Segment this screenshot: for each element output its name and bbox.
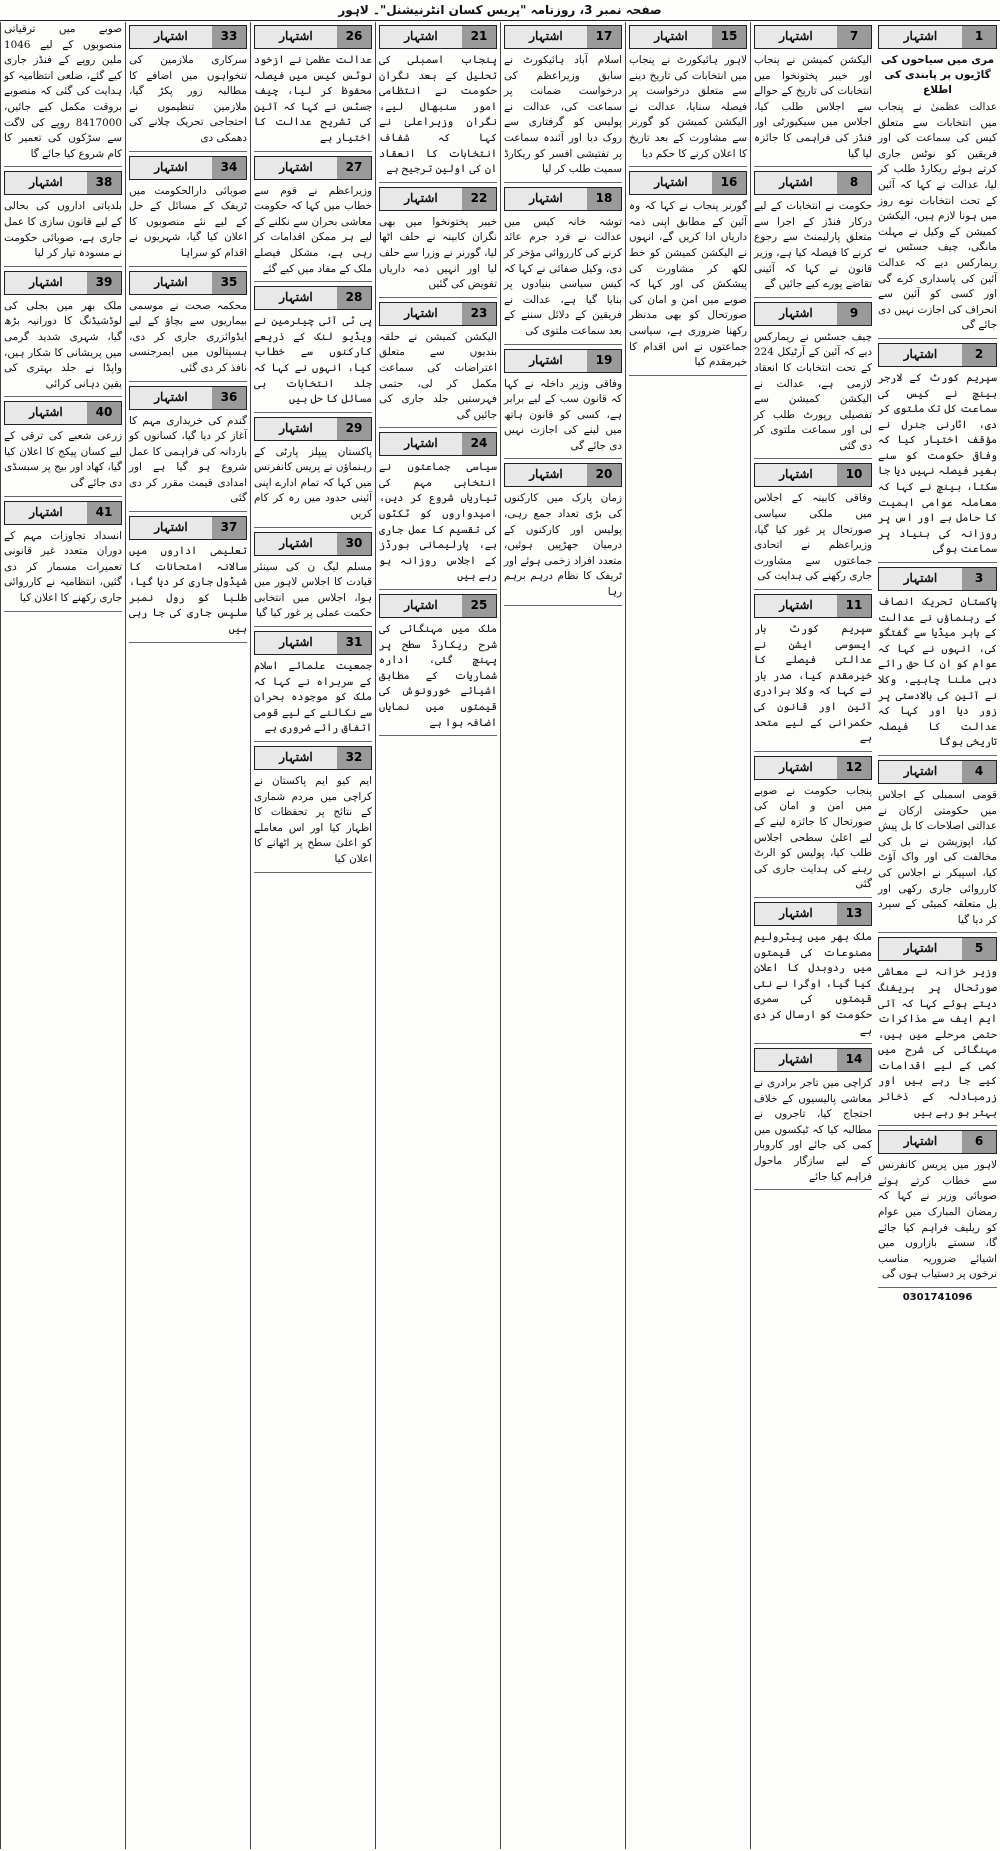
item-number: 17	[587, 26, 621, 48]
item-divider	[504, 458, 622, 459]
item-body-text: الیکشن کمیشن نے حلقہ بندیوں سے متعلق اعتراضات کی سماعت مکمل کر لی، حتمی فہرستیں جلد جاری کی جائیں گی	[379, 330, 497, 421]
item-number: 19	[587, 350, 621, 372]
item-label: اشتہار	[505, 26, 587, 48]
item-body-text: الیکشن کمیشن نے پنجاب اور خیبر پختونخوا میں انتخابات کی تاریخ کے حوالے سے اجلاس طلب کیا، اجلاس میں سیکیورٹی اور فنڈز کی فراہمی کا جائزہ لیا گیا	[754, 54, 872, 160]
item-divider	[878, 932, 997, 933]
item-number: 20	[587, 464, 621, 486]
item-number: 5	[962, 938, 996, 960]
item-number: 35	[212, 272, 246, 294]
item-number-tag	[129, 25, 247, 49]
item-divider	[379, 297, 497, 298]
item-body-text: گورنر پنجاب نے کہا کہ وہ آئین کے مطابق اپنی ذمہ داریاں ادا کریں گے، انہوں نے الیکشن کمیشن کو خط لکھ کر مشاورت کی پیشکش کی اور کہا کہ صوبے میں امن و امان کی صورتحال کو بھی مدنظر رکھنا ضروری ہے، سیاسی جماعتوں نے اس اقدام کا خیرمقدم کیا	[629, 200, 747, 369]
item-body-text: پنجاب اسمبلی کی تحلیل کے بعد نگران حکومت نے انتظامی امور سنبھال لیے، نگران وزیراعلیٰ نے کہا کہ شفاف انتخابات کا انعقاد ان کی اولین ترجیح ہے	[379, 54, 497, 176]
item-number: 27	[337, 157, 371, 179]
item-body-text: توشہ خانہ کیس میں عدالت نے فرد جرم عائد کرنے کی کارروائی مؤخر کر دی، وکیل صفائی نے کہا کہ کیس سیاسی بنیادوں پر بنایا گیا ہے، عدالت نے فریقین کے دلائل سننے کے بعد سماعت ملتوی کی	[504, 215, 622, 337]
item-number-tag	[878, 760, 997, 784]
item-body-text: اسلام آباد ہائیکورٹ نے سابق وزیراعظم کی درخواست ضمانت پر سماعت کی، عدالت نے پولیس کو گرفتاری سے روک دیا اور آئندہ سماعت پر تفتیشی افسر کو ریکارڈ سمیت طلب کر لیا	[504, 54, 622, 176]
item-number-tag	[129, 271, 247, 295]
item-label: اشتہار	[879, 761, 962, 783]
item-number: 40	[87, 402, 121, 424]
item-body-text: سپریم کورٹ کے لارجر بینچ نے کیس کی سماعت کل تک ملتوی کر دی، اٹارنی جنرل نے مؤقف اختیار کیا کہ وفاقی حکومت کو سنے بغیر فیصلہ نہیں دیا جا سکتا، بینچ نے کہا کہ معاملہ عوامی اہمیت کا حامل ہے اور اس پر روزانہ کی بنیاد پر سماعت ہوگی	[878, 371, 997, 556]
item-number: 1	[962, 26, 996, 48]
item-number-tag	[4, 401, 122, 425]
item-divider	[754, 1043, 872, 1044]
item-body-text: جمعیت علمائے اسلام کے سربراہ نے کہا کہ ملک کو موجودہ بحران سے نکالنے کے لیے قومی اتفاق رائے ضروری ہے	[254, 660, 372, 735]
item-body-text: زمان پارک میں کارکنوں کی بڑی تعداد جمع رہی، پولیس اور کارکنوں کے درمیان جھڑپیں ہوئیں، متعدد افراد زخمی ہوئے اور ٹریفک کا نظام درہم برہم رہا	[504, 492, 622, 599]
item-label: اشتہار	[755, 464, 837, 486]
item-divider	[878, 755, 997, 756]
item-divider	[254, 281, 372, 282]
item-body-text: عدالت عظمیٰ نے پنجاب میں انتخابات سے متعلق کیس کی سماعت کی اور فریقین کو نوٹس جاری کرتے ہوئے ریکارڈ طلب کر لیا، عدالت نے کہا کہ آئین کے تحت انتخابات نوے روز میں ہونا لازم ہیں، الیکشن کمیشن کے وکیل نے مہلت مانگی، چیف جسٹس نے ریمارکس دیے کہ عدالت آئین کی پاسداری کرے گی اور کسی کو آئین سے انحراف کی اجازت نہیں دی جائے گی	[878, 101, 997, 332]
item-number: 25	[462, 595, 496, 617]
item-body-text: تعلیمی اداروں میں سالانہ امتحانات کا شیڈول جاری کر دیا گیا، طلبا کو رول نمبر سلپس جاری کی جا رہی ہیں	[129, 545, 247, 636]
item-label: اشتہار	[130, 272, 212, 294]
item-number: 32	[337, 747, 371, 769]
item-divider	[379, 427, 497, 428]
item-number: 34	[212, 157, 246, 179]
item-number-tag	[878, 343, 997, 367]
item-body-text: گندم کی خریداری مہم کا آغاز کر دیا گیا، کسانوں کو باردانہ کی فراہمی کا عمل شروع ہو گیا ہے اور امدادی قیمت مقرر کر دی گئی	[129, 414, 247, 505]
news-column-1	[875, 22, 1000, 1849]
contact-phone: 0301741096	[902, 1292, 973, 1303]
item-label: اشتہار	[5, 272, 87, 294]
item-divider	[629, 375, 747, 376]
item-number: 7	[837, 26, 871, 48]
item-label: اشتہار	[879, 568, 962, 590]
news-column-5	[375, 22, 500, 1849]
item-label: اشتہار	[130, 517, 212, 539]
item-number: 13	[837, 903, 871, 925]
item-number-tag	[754, 171, 872, 195]
item-number-tag	[504, 187, 622, 211]
item-label: اشتہار	[755, 757, 837, 779]
item-number-tag	[379, 187, 497, 211]
item-label: اشتہار	[5, 502, 87, 524]
item-number-tag	[4, 271, 122, 295]
item-label: اشتہار	[755, 172, 837, 194]
item-label: اشتہار	[5, 172, 87, 194]
item-number: 3	[962, 568, 996, 590]
item-divider	[254, 626, 372, 627]
item-divider	[754, 458, 872, 459]
item-label: اشتہار	[879, 938, 962, 960]
item-body-text: وزیراعظم نے قوم سے خطاب میں کہا کہ حکومت معاشی بحران سے نکلنے کے لیے ہر ممکن اقدامات کر رہی ہے، مشکل فیصلے ملک کے مفاد میں کیے گئے	[254, 184, 372, 275]
item-divider	[504, 605, 622, 606]
news-column-7	[125, 22, 250, 1849]
item-divider	[754, 897, 872, 898]
item-number-tag	[129, 156, 247, 180]
item-number: 11	[837, 595, 871, 617]
item-number-tag	[129, 516, 247, 540]
item-number-tag	[254, 25, 372, 49]
item-number: 37	[212, 517, 246, 539]
item-divider	[379, 735, 497, 736]
item-divider	[754, 751, 872, 752]
item-divider	[4, 396, 122, 397]
item-number: 33	[212, 26, 246, 48]
item-body-text: پنجاب حکومت نے صوبے میں امن و امان کی صورتحال کا جائزہ لینے کے لیے اعلیٰ سطحی اجلاس طلب کیا، پولیس کو الرٹ رہنے کی ہدایت جاری کی گئی	[754, 784, 872, 891]
item-label: اشتہار	[380, 595, 462, 617]
item-number-tag	[379, 432, 497, 456]
item-body-text: سرکاری ملازمین کی تنخواہوں میں اضافے کا مطالبہ زور پکڑ گیا، ملازمین تنظیموں نے احتجاجی تحریک چلانے کی دھمکی دی	[129, 54, 247, 144]
item-divider	[878, 338, 997, 339]
item-label: اشتہار	[5, 402, 87, 424]
item-number: 10	[837, 464, 871, 486]
item-divider	[129, 642, 247, 643]
item-body-text: پاکستان پیپلز پارٹی کے رہنماؤں نے پریس کانفرنس میں کہا کہ تمام ادارے اپنی آئینی حدود میں رہ کر کام کریں	[254, 445, 372, 521]
item-divider	[254, 151, 372, 152]
item-body-text: خیبر پختونخوا میں بھی نگران کابینہ نے حلف اٹھا لیا، گورنر نے وزرا سے حلف لیا اور انہیں ذمہ داریاں تفویض کی گئیں	[379, 215, 497, 291]
item-divider	[254, 741, 372, 742]
item-number-tag	[754, 594, 872, 618]
item-number: 4	[962, 761, 996, 783]
item-number-tag	[878, 937, 997, 961]
item-number: 9	[837, 303, 871, 325]
item-label: اشتہار	[630, 172, 712, 194]
item-label: اشتہار	[505, 464, 587, 486]
item-body-text: چیف جسٹس نے ریمارکس دیے کہ آئین کے آرٹیکل 224 کے تحت انتخابات کا انعقاد لازمی ہے، عدالت نے الیکشن کمیشن سے تفصیلی رپورٹ طلب کر لی اور سماعت ملتوی کر دی گئی	[754, 330, 872, 452]
item-number: 28	[337, 287, 371, 309]
item-body-text: صوبائی دارالحکومت میں ٹریفک کے مسائل کے حل کے لیے نئے منصوبوں کا اعلان کیا گیا، شہریوں نے اقدام کو سراہا	[129, 184, 247, 259]
item-number-tag	[379, 594, 497, 618]
item-label: اشتہار	[130, 157, 212, 179]
item-body-text: صوبے میں ترقیاتی منصوبوں کے لیے 1046 ملین روپے کے فنڈز جاری کیے گئے، ضلعی انتظامیہ کو ہدایت کی گئی کہ منصوبے بروقت مکمل کیے جائیں، 8417000 روپے کی لاگت سے سڑکوں کی تعمیر کا کام شروع کیا جائے گا	[4, 23, 122, 160]
item-number-tag	[504, 349, 622, 373]
page-masthead: صفحہ نمبر 3، روزنامہ "پریس کسان انٹرنیشنل"۔ لاہور	[0, 0, 1000, 21]
item-label: اشتہار	[755, 595, 837, 617]
item-label: اشتہار	[755, 303, 837, 325]
item-label: اشتہار	[755, 1049, 837, 1071]
item-label: اشتہار	[755, 26, 837, 48]
item-body-text: پاکستان تحریک انصاف کے رہنماؤں نے عدالت کے باہر میڈیا سے گفتگو کی، انہوں نے کہا کہ عوام کو ان کا حق رائے دہی ملنا چاہیے، وکلا نے آئین کی بالادستی پر زور دیا اور کہا کہ عدالت کا فیصلہ تاریخی ہوگا	[878, 596, 997, 749]
item-number-tag	[4, 171, 122, 195]
item-number: 14	[837, 1049, 871, 1071]
item-number-tag	[754, 25, 872, 49]
item-label: اشتہار	[755, 903, 837, 925]
item-number-tag	[254, 532, 372, 556]
item-number-tag	[379, 25, 497, 49]
item-number-tag	[379, 302, 497, 326]
news-column-3	[625, 22, 750, 1849]
news-column-8	[0, 22, 125, 1849]
item-divider	[379, 589, 497, 590]
item-divider	[129, 266, 247, 267]
item-divider	[878, 562, 997, 563]
item-number-tag	[504, 25, 622, 49]
item-label: اشتہار	[130, 387, 212, 409]
item-divider	[4, 166, 122, 167]
item-label: اشتہار	[255, 418, 337, 440]
item-number-tag	[878, 567, 997, 591]
item-label: اشتہار	[879, 1131, 962, 1153]
item-body-text: قومی اسمبلی کے اجلاس میں حکومتی ارکان نے عدالتی اصلاحات کا بل پیش کیا، اپوزیشن نے بل کی مخالفت کی اور واک آؤٹ کیا، اسپیکر نے اجلاس کی کارروائی جاری رکھی اور بل متعلقہ کمیٹی کے سپرد کر دیا گیا	[878, 788, 997, 926]
item-label: اشتہار	[505, 350, 587, 372]
item-number: 15	[712, 26, 746, 48]
item-body-text: وفاقی وزیر داخلہ نے کہا کہ قانون سب کے لیے برابر ہے، کسی کو قانون ہاتھ میں لینے کی اجازت نہیں دی جائے گی	[504, 377, 622, 452]
news-column-6	[250, 22, 375, 1849]
item-body-text: ملک بھر میں پیٹرولیم مصنوعات کی قیمتوں میں ردوبدل کا اعلان کیا گیا، اوگرا نے نئی قیمتوں کی سمری حکومت کو ارسال کر دی ہے	[754, 930, 872, 1037]
item-label: اشتہار	[130, 26, 212, 48]
item-divider	[504, 344, 622, 345]
item-body-text: حکومت نے انتخابات کے لیے درکار فنڈز کے اجرا سے متعلق پارلیمنٹ سے رجوع کرنے کا فیصلہ کیا ہے، وزیر قانون نے کہا کہ آئینی تقاضے پورے کیے جائیں گے	[754, 200, 872, 291]
item-number: 21	[462, 26, 496, 48]
item-divider	[129, 511, 247, 512]
item-number: 8	[837, 172, 871, 194]
item-number-tag	[254, 417, 372, 441]
item-divider	[379, 182, 497, 183]
item-number: 12	[837, 757, 871, 779]
item-body-text: ملک میں مہنگائی کی شرح ریکارڈ سطح پر پہنچ گئی، ادارہ شماریات کے مطابق اشیائے خورونوش کی قیمتوں میں نمایاں اضافہ ہوا ہے	[379, 623, 497, 729]
item-divider	[754, 1189, 872, 1190]
item-divider	[254, 527, 372, 528]
item-number: 29	[337, 418, 371, 440]
item-number: 41	[87, 502, 121, 524]
item-divider	[754, 589, 872, 590]
item-body-text: مسلم لیگ ن کی سینئر قیادت کا اجلاس لاہور میں ہوا، اجلاس میں انتخابی حکمت عملی پر غور کیا گیا	[254, 560, 372, 620]
news-column-2	[750, 22, 875, 1849]
item-number-tag	[629, 25, 747, 49]
item-number-tag	[754, 756, 872, 780]
item-divider	[878, 1125, 997, 1126]
item-number: 39	[87, 272, 121, 294]
item-label: اشتہار	[255, 747, 337, 769]
item-divider	[4, 266, 122, 267]
item-body-text: لاہور میں پریس کانفرنس سے خطاب کرتے ہوئے صوبائی وزیر نے کہا کہ رمضان المبارک میں عوام کو ریلیف فراہم کیا جائے گا، سستے بازاروں میں اشیائے ضروریہ مناسب نرخوں پر دستیاب ہوں گی	[878, 1159, 997, 1281]
item-label: اشتہار	[255, 287, 337, 309]
item-label: اشتہار	[879, 26, 962, 48]
item-number: 23	[462, 303, 496, 325]
item-number: 24	[462, 433, 496, 455]
item-body-text: کراچی میں تاجر برادری نے معاشی پالیسیوں کے خلاف احتجاج کیا، تاجروں نے مطالبہ کیا کہ ٹیکسوں میں کمی کی جائے اور کاروبار کے لیے سازگار ماحول فراہم کیا جائے	[754, 1077, 872, 1183]
item-divider	[504, 182, 622, 183]
item-body-text: محکمہ صحت نے موسمی بیماریوں سے بچاؤ کے لیے ایڈوائزری جاری کر دی، ہسپتالوں میں ایمرجنسی نافذ کر دی گئی	[129, 299, 247, 374]
item-divider	[129, 381, 247, 382]
item-body-text: ایم کیو ایم پاکستان نے کراچی میں مردم شماری کے نتائج پر تحفظات کا اظہار کیا اور اس معاملے کو اعلیٰ سطح پر اٹھانے کا اعلان کیا	[254, 775, 372, 865]
item-body-text: وفاقی کابینہ کے اجلاس میں ملکی سیاسی صورتحال پر غور کیا گیا، وزیراعظم نے اتحادی جماعتوں سے مشاورت جاری رکھنے کی ہدایت کی	[754, 492, 872, 583]
item-number-tag	[878, 1130, 997, 1154]
item-divider	[4, 611, 122, 612]
item-divider	[754, 166, 872, 167]
item-number-tag	[129, 386, 247, 410]
item-label: اشتہار	[255, 157, 337, 179]
item-body-text: انسداد تجاوزات مہم کے دوران متعدد غیر قانونی تعمیرات مسمار کر دی گئیں، انتظامیہ نے کارروائی جاری رکھنے کا اعلان کیا	[4, 529, 122, 605]
item-body-text: وزیر خزانہ نے معاشی صورتحال پر بریفنگ دیتے ہوئے کہا کہ آئی ایم ایف سے مذاکرات حتمی مرحلے میں ہیں، مہنگائی کی شرح میں کمی کے لیے اقدامات کیے جا رہے ہیں اور زرمبادلہ کے ذخائر بہتر ہو رہے ہیں	[878, 966, 997, 1119]
item-label: اشتہار	[630, 26, 712, 48]
item-number-tag	[754, 1048, 872, 1072]
item-number: 31	[337, 632, 371, 654]
item-number-tag	[254, 286, 372, 310]
item-divider	[254, 412, 372, 413]
item-divider	[754, 297, 872, 298]
item-number-tag	[254, 156, 372, 180]
item-body-text: بلدیاتی اداروں کی بحالی کے لیے قانون سازی کا عمل جاری ہے، صوبائی حکومت نے مسودہ تیار کر لیا	[4, 200, 122, 260]
item-number-tag	[4, 501, 122, 525]
item-label: اشتہار	[380, 188, 462, 210]
item-number-tag	[754, 902, 872, 926]
item-label: اشتہار	[380, 26, 462, 48]
item-number-tag	[754, 463, 872, 487]
item-number-tag	[254, 746, 372, 770]
item-number-tag	[754, 302, 872, 326]
item-body-text: عدالت عظمیٰ نے ازخود نوٹس کیس میں فیصلہ محفوظ کر لیا، چیف جسٹس نے کہا کہ آئین کی تشریح عدالت کا اختیار ہے	[254, 54, 372, 144]
item-label: اشتہار	[380, 303, 462, 325]
item-number: 6	[962, 1131, 996, 1153]
item-label: اشتہار	[255, 26, 337, 48]
item-body-text: ملک بھر میں بجلی کی لوڈشیڈنگ کا دورانیہ بڑھ گیا، شہری شدید گرمی میں پریشانی کا شکار ہیں، واپڈا نے جلد بہتری کی یقین دہانی کرائی	[4, 299, 122, 390]
item-number-tag	[504, 463, 622, 487]
item-body-text: پی ٹی آئی چیئرمین نے ویڈیو لنک کے ذریعے کارکنوں سے خطاب کیا، انہوں نے کہا کہ جلد انتخابات ہی مسائل کا حل ہیں	[254, 315, 372, 406]
item-divider	[254, 872, 372, 873]
item-divider	[878, 1287, 997, 1288]
item-body-text: سپریم کورٹ بار ایسوسی ایشن نے عدالتی فیصلے کا خیرمقدم کیا، صدر بار نے کہا کہ وکلا برادری آئین اور قانون کی حکمرانی کے لیے متحد ہے	[754, 623, 872, 745]
item-body-text: سیاسی جماعتوں نے انتخابی مہم کی تیاریاں شروع کر دیں، امیدواروں کو ٹکٹوں کی تقسیم کا عمل جاری ہے، پارلیمانی بورڈز کے اجلاس روزانہ ہو رہے ہیں	[379, 461, 497, 583]
item-headline: مری میں سیاحوں کی گاڑیوں پر پابندی کی اطلاع	[880, 54, 995, 96]
item-number: 36	[212, 387, 246, 409]
item-label: اشتہار	[380, 433, 462, 455]
news-column-4	[500, 22, 625, 1849]
item-label: اشتہار	[879, 344, 962, 366]
item-body-text: لاہور ہائیکورٹ نے پنجاب میں انتخابات کی تاریخ دینے سے متعلق درخواست پر فیصلہ سنایا، عدالت نے الیکشن کمیشن کو گورنر سے مشاورت کے بعد تاریخ کا اعلان کرنے کا حکم دیا	[629, 54, 747, 160]
item-label: اشتہار	[505, 188, 587, 210]
item-number-tag	[254, 631, 372, 655]
item-body-text: زرعی شعبے کی ترقی کے لیے کسان پیکج کا اعلان کیا گیا، کھاد اور بیج پر سبسڈی دی جائے گی	[4, 430, 122, 490]
item-label: اشتہار	[255, 632, 337, 654]
item-label: اشتہار	[255, 533, 337, 555]
item-number: 18	[587, 188, 621, 210]
item-number: 2	[962, 344, 996, 366]
item-number: 38	[87, 172, 121, 194]
item-number-tag	[629, 171, 747, 195]
item-number: 16	[712, 172, 746, 194]
item-divider	[4, 496, 122, 497]
item-number: 26	[337, 26, 371, 48]
item-divider	[129, 151, 247, 152]
item-divider	[629, 166, 747, 167]
item-number-tag	[878, 25, 997, 49]
item-number: 30	[337, 533, 371, 555]
item-number: 22	[462, 188, 496, 210]
